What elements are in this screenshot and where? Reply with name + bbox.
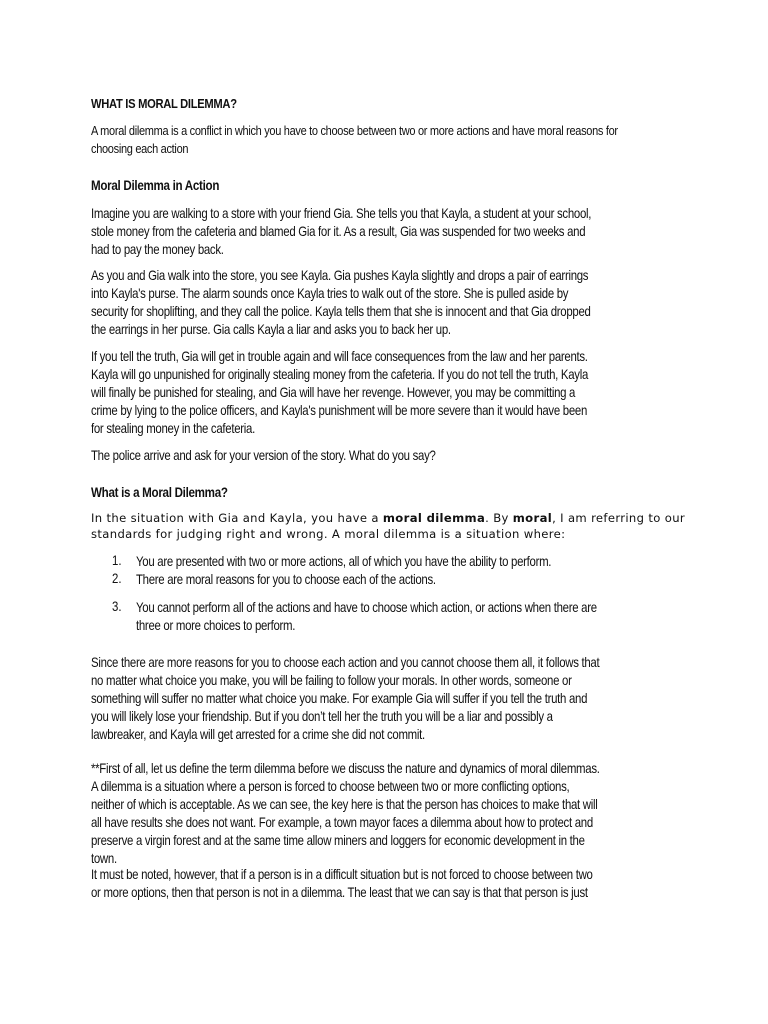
paragraph-1-line: had to pay the money back.: [91, 242, 224, 257]
paragraph-1-line: stole money from the cafeteria and blamed Gia for it. As a result, Gia was suspended for two weeks and: [91, 224, 586, 239]
text-span: , I am referring to our: [552, 511, 686, 525]
paragraph-2-line: security for shoplifting, and they call the police. Kayla tells them that she is innocent and that Gia dropped: [91, 304, 591, 319]
paragraph-3-line: Kayla will go unpunished for originally stealing money from the cafeteria. If you do not tell the truth, Kayla: [91, 367, 589, 382]
list-item-3-line-2: three or more choices to perform.: [136, 618, 296, 633]
paragraph-7-line: preserve a virgin forest and at the same time allow miners and loggers for economic development in the: [91, 833, 585, 848]
paragraph-2-line: As you and Gia walk into the store, you see Kayla. Gia pushes Kayla slightly and drops a pair of earrings: [91, 268, 589, 283]
paragraph-2-line: the earrings in her purse. Gia calls Kayla a liar and asks you to back her up.: [91, 322, 451, 337]
list-item-1: You are presented with two or more actions, all of which you have the ability to perform.: [136, 554, 552, 569]
paragraph-3-line: If you tell the truth, Gia will get in trouble again and will face consequences from the law and her parents.: [91, 349, 588, 364]
bold-term-moral: moral: [512, 511, 553, 525]
paragraph-6-line: no matter what choice you make, you will be failing to follow your morals. In other words, someone or: [91, 673, 572, 688]
text-span: In the situation with Gia and Kayla, you have a: [91, 511, 383, 525]
bold-term-moral-dilemma: moral dilemma: [382, 511, 486, 525]
paragraph-7-line: town.: [91, 851, 117, 866]
paragraph-7-line: It must be noted, however, that if a person is in a difficult situation but is not forced to choose between two: [91, 867, 593, 882]
paragraph-6-line: Since there are more reasons for you to choose each action and you cannot choose them all, it follows that: [91, 655, 600, 670]
paragraph-6-line: you will likely lose your friendship. But if you don’t tell her the truth you will be a liar and possibly a: [91, 709, 553, 724]
paragraph-6-line: something will suffer no matter what choice you make. For example Gia will suffer if you tell the truth and: [91, 691, 588, 706]
paragraph-2-line: into Kayla's purse. The alarm sounds once Kayla tries to walk out of the store. She is pulled aside by: [91, 286, 569, 301]
list-number: 2.: [112, 571, 122, 586]
list-item-2: There are moral reasons for you to choose each of the actions.: [136, 572, 436, 587]
paragraph-5-line-1: [91, 510, 685, 527]
paragraph-7-line: **First of all, let us define the term dilemma before we discuss the nature and dynamics of moral dilemmas.: [91, 761, 600, 776]
paragraph-7-line: A dilemma is a situation where a person is forced to choose between two or more conflicting options,: [91, 779, 570, 794]
list-number: 3.: [112, 599, 122, 614]
section-heading-what-is-a-moral-dilemma: What is a Moral Dilemma?: [91, 485, 228, 500]
page-title: WHAT IS MORAL DILEMMA?: [91, 96, 237, 111]
paragraph-7-line: or more options, then that person is not in a dilemma. The least that we can say is that that person is just: [91, 885, 588, 900]
intro-line-2: choosing each action: [91, 142, 189, 156]
paragraph-7-line: all have results she does not want. For example, a town mayor faces a dilemma about how to protect and: [91, 815, 593, 830]
intro-line-1: A moral dilemma is a conflict in which you have to choose between two or more actions and have moral reasons for: [91, 124, 618, 138]
paragraph-7-line: neither of which is acceptable. As we can see, the key here is that the person has choices to make that will: [91, 797, 598, 812]
paragraph-1-line: Imagine you are walking to a store with your friend Gia. She tells you that Kayla, a student at your school,: [91, 206, 592, 221]
paragraph-3-line: for stealing money in the cafeteria.: [91, 421, 255, 436]
paragraph-3-line: will finally be punished for stealing, and Gia will have her revenge. However, you may be committing a: [91, 385, 576, 400]
paragraph-3-line: crime by lying to the police officers, and Kayla's punishment will be more severe than it would have been: [91, 403, 588, 418]
text-span: . By: [485, 511, 513, 525]
paragraph-5-line-2: standards for judging right and wrong. A moral dilemma is a situation where:: [91, 527, 566, 541]
section-heading-moral-dilemma-in-action: Moral Dilemma in Action: [91, 178, 220, 193]
list-item-3-line-1: You cannot perform all of the actions and have to choose which action, or actions when there are: [136, 600, 597, 615]
paragraph-4: The police arrive and ask for your version of the story. What do you say?: [91, 448, 436, 463]
paragraph-6-line: lawbreaker, and Kayla will get arrested for a crime she did not commit.: [91, 727, 425, 742]
list-number: 1.: [112, 553, 122, 568]
